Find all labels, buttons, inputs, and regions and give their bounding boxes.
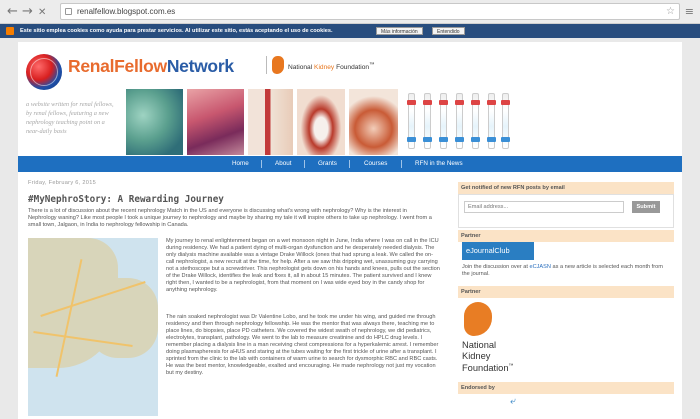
bookmark-star-icon[interactable]: ☆ (666, 6, 675, 17)
banner-kidney-tissue-image (126, 89, 185, 155)
dialyzer-tube (440, 93, 447, 149)
more-info-button[interactable]: Más información (376, 27, 423, 35)
nav-about[interactable]: About (275, 160, 292, 167)
banner-nephron-image (349, 89, 400, 155)
browser-menu-icon[interactable]: ≡ (684, 5, 694, 18)
browser-toolbar (0, 0, 700, 24)
post-paragraph: The rain soaked nephrologist was Dr Valentine Lobo, and he took me under his wing, and guided me through residency and then through nephrology fellowship. He was the mentor that was always there, teaching me to place lines, do biopsies, place PD catheters. We covered the widest swath of nephrology, we did pediatrics, electrolytes, transplant, pathology. We went to the lab to measure creatinine and do HPLC drug levels. I remember placing a dialysis line in a man receiving chest compressions for a hyperkalemic arrest. I remember doing plasmapheresis for aHUS and staring at the tubes waiting for the first trickle of urine after a transplant. I sprinted from the clinic to the lab with containers of warm urine to search for dysmorphic RBC and RBC casts. He was the best mentor, knowledgeable, exalted and encouraging. He made nephrology not just my vocation but my destiny. (166, 314, 439, 376)
nav-divider (261, 160, 262, 168)
globe-logo-icon[interactable] (26, 54, 62, 90)
nav-grants[interactable]: Grants (318, 160, 337, 167)
dialyzer-tube (456, 93, 463, 149)
back-button[interactable]: ← (7, 4, 18, 19)
nav-divider (349, 160, 350, 168)
forward-button[interactable]: → (22, 4, 33, 19)
post-date: Friday, February 6, 2015 (28, 180, 97, 186)
dialyzer-tube (408, 93, 415, 149)
site-tagline: a website written for renal fellows, by renal fellows, featuring a new nephrology teaching point on a near-daily basis (26, 101, 114, 135)
journal-club-logo[interactable]: eJournalClub (462, 242, 534, 260)
map-image (28, 238, 158, 416)
url-text: renalfellow.blogspot.com.es (77, 7, 176, 16)
kidney-logo-icon[interactable] (464, 302, 492, 336)
dialyzer-tube (424, 93, 431, 149)
dialyzer-tube (502, 93, 509, 149)
partner-heading: Partner (458, 230, 674, 242)
nav-courses[interactable]: Courses (364, 160, 388, 167)
site-logo[interactable]: RenalFellowNetwork (68, 56, 234, 76)
email-input[interactable] (464, 201, 624, 213)
post-intro: There is a lot of discussion about the recent nephrology Match in the US and everyone is discussing what's wrong with nephrology? Why is the interest in Nephrology waning? Like most people I took a unique journey to nephrology and maybe by sharing my tale it will inspire others to take up nephrology. I went from a small town, Jalgaon, in India to nephrology fellowship in Canada. (28, 208, 432, 228)
nav-rfn-in-the-news[interactable]: RFN in the News (415, 160, 463, 167)
nav-divider (401, 160, 402, 168)
nkf-sidebar-logo[interactable]: National Kidney Foundation™ (462, 340, 514, 374)
post-paragraph: My journey to renal enlightenment began on a wet monsoon night in June, India where I was on call in the ICU during residency. We had a patient dying of multi-organ dysfunction and he desperately needed dialysis. The only dialysis machine available was a vintage Drake Willock (ones that had sprung a leak. We called the on-call nephrologist, a new recruit at the time, for help. After a we saw this dripping wet, unassuming guy carrying not a stethoscope but a screwdriver. This nephrologist gets down on his hands and knees, pulls out the section of the Drake Willock, identifies the leak and fixes it, all in about 15 minutes. The patient survived and I knew right then, I wanted to be a nephrologist, from that moment on I was wide eyed boy in the candy shop for anything nephrology. (166, 238, 440, 293)
submit-button[interactable]: Submit (632, 201, 660, 213)
dialyzer-tube (472, 93, 479, 149)
banner-dialyzers-image (402, 89, 514, 155)
blogger-icon (6, 27, 14, 35)
kidney-logo-icon (272, 56, 284, 74)
notify-heading: Get notified of new RFN posts by email (458, 182, 674, 194)
nav-divider (304, 160, 305, 168)
main-nav (18, 156, 682, 172)
logo-divider (266, 56, 267, 74)
post-title[interactable]: #MyNephroStory: A Rewarding Journey (28, 194, 224, 205)
address-bar[interactable] (60, 3, 680, 20)
banner-glomerulus-image (297, 89, 348, 155)
journal-club-description: Join the discussion over at eCJASN as a new article is selected each month from the journal. (462, 264, 663, 277)
dialyzer-tube (488, 93, 495, 149)
nkf-header-logo[interactable]: National Kidney Foundation™ (288, 62, 375, 72)
banner-kidney-anatomy-image (187, 89, 246, 155)
nav-home[interactable]: Home (232, 160, 249, 167)
endorsed-heading: Endorsed by (458, 382, 674, 394)
site-header (18, 42, 682, 90)
banner-catheter-image (248, 89, 295, 155)
page-icon (65, 8, 72, 15)
cursor-icon: ⤶ (510, 396, 516, 407)
cookie-bar (0, 24, 700, 38)
ecjasn-link[interactable]: eCJASN (529, 264, 551, 270)
accept-cookies-button[interactable]: Entendido (432, 27, 465, 35)
stop-button[interactable]: ✕ (38, 7, 47, 18)
partner-heading: Partner (458, 286, 674, 298)
header-banner-images (126, 89, 514, 155)
blog-page (18, 42, 682, 419)
cookie-message: Este sitio emplea cookies como ayuda para prestar servicios. Al utilizar este sitio, estás aceptando el uso de cookies. (20, 28, 333, 34)
